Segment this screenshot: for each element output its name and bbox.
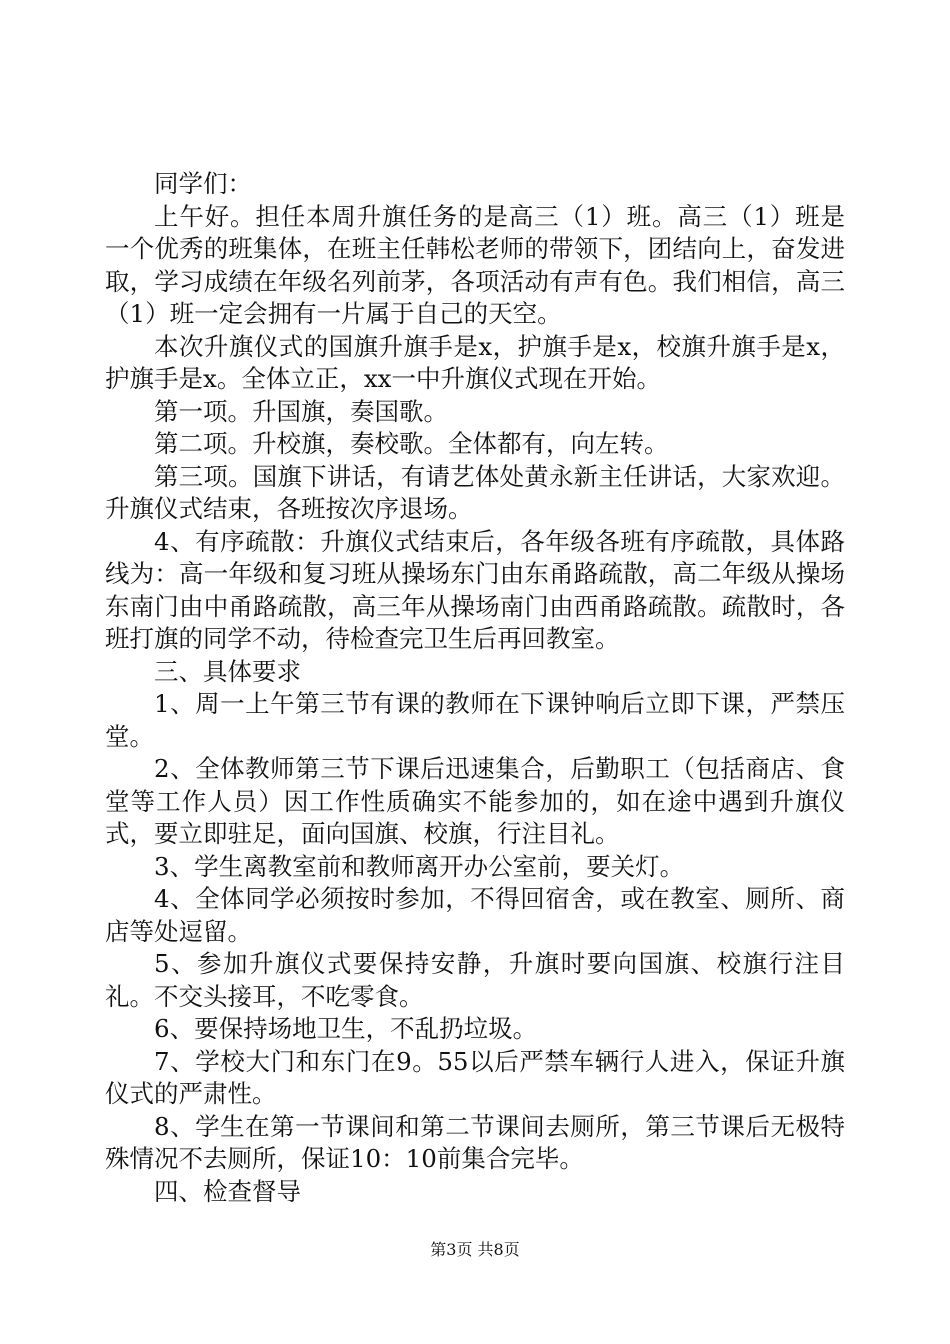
document-body	[105, 168, 845, 1208]
requirement-8: 8、学生在第一节课间和第二节课间去厕所，第三节课后无极特殊情况不去厕所，保证10：10前集合完毕。	[105, 1111, 845, 1173]
paragraph-item-1: 第一项。升国旗，奏国歌。	[154, 396, 448, 426]
section-heading-requirements: 三、具体要求	[154, 656, 301, 686]
paragraph-greeting: 同学们：	[154, 169, 252, 198]
requirement-7: 7、学校大门和东门在9。55以后严禁车辆行人进入，保证升旗仪式的严肃性。	[105, 1046, 845, 1108]
page-footer: 第3页 共8页	[430, 1240, 520, 1259]
requirement-2: 2、全体教师第三节下课后迅速集合，后勤职工（包括商店、食堂等工作人员）因工作性质确实不能参加的，如在途中遇到升旗仪式，要立即驻足，面向国旗、校旗，行注目礼。	[105, 754, 845, 848]
requirement-5: 5、参加升旗仪式要保持安静，升旗时要向国旗、校旗行注目礼。不交头接耳，不吃零食。	[105, 949, 845, 1011]
paragraph-flag-bearers: 本次升旗仪式的国旗升旗手是x，护旗手是x，校旗升旗手是x，护旗手是x。全体立正，xx一中升旗仪式现在开始。	[105, 331, 845, 393]
section-heading-inspection: 四、检查督导	[154, 1176, 301, 1206]
paragraph-class-intro: 上午好。担任本周升旗任务的是高三（1）班。高三（1）班是一个优秀的班集体，在班主任韩松老师的带领下，团结向上，奋发进取，学习成绩在年级名列前茅，各项活动有声有色。我们相信，高三（1）班一定会拥有一片属于自己的天空。	[105, 201, 845, 328]
requirement-3: 3、学生离教室前和教师离开办公室前，要关灯。	[154, 851, 685, 881]
paragraph-dispersal: 4、有序疏散：升旗仪式结束后，各年级各班有序疏散，具体路线为：高一年级和复习班从操场东门由东甬路疏散，高二年级从操场东南门由中甬路疏散，高三年从操场南门由西甬路疏散。疏散时，各班打旗的同学不动，待检查完卫生后再回教室。	[105, 526, 845, 653]
paragraph-item-2: 第二项。升校旗，奏校歌。全体都有，向左转。	[154, 429, 669, 458]
requirement-1: 1、周一上午第三节有课的教师在下课钟响后立即下课，严禁压堂。	[105, 689, 845, 751]
requirement-4: 4、全体同学必须按时参加，不得回宿舍，或在教室、厕所、商店等处逗留。	[105, 884, 845, 946]
paragraph-item-3: 第三项。国旗下讲话，有请艺体处黄永新主任讲话，大家欢迎。升旗仪式结束，各班按次序退场。	[105, 461, 845, 523]
requirement-6: 6、要保持场地卫生，不乱扔垃圾。	[154, 1014, 538, 1043]
